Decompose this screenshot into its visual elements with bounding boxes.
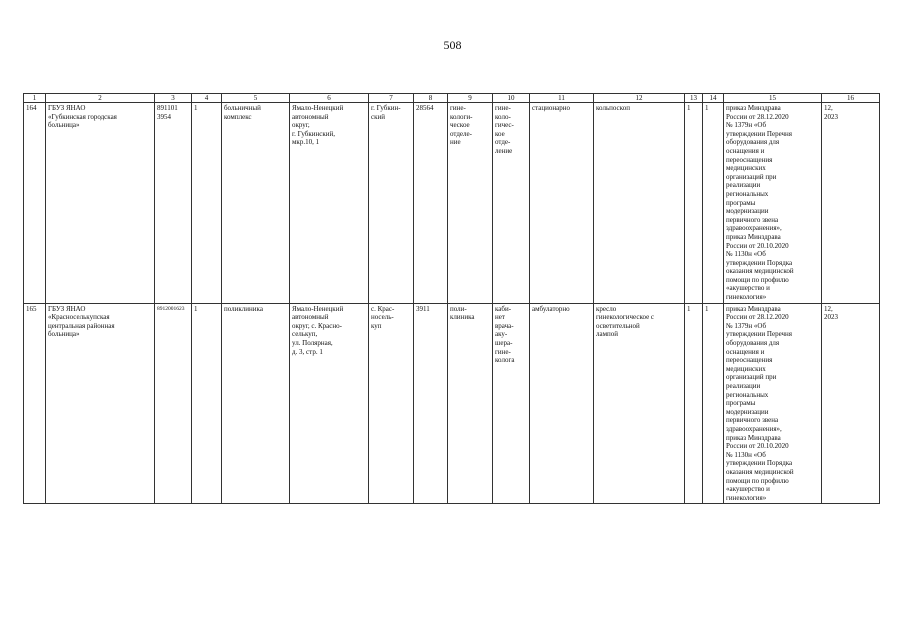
column-header: 10 — [493, 94, 530, 103]
text-line: реализации — [726, 382, 761, 390]
text-line: ние — [450, 138, 461, 147]
equipment-table — [23, 93, 880, 504]
department-cell — [448, 103, 493, 304]
text-line: 12, — [824, 104, 833, 112]
text-line: России от 20.10.2020 — [726, 241, 789, 250]
text-line: врача- — [495, 321, 514, 330]
text-line: модернизации — [726, 207, 769, 216]
header-row — [24, 94, 880, 103]
text-line: округ, с. Красно- — [292, 321, 342, 330]
text-line: д. 3, стр. 1 — [292, 347, 323, 356]
text-line: Ямало-Ненецкий — [292, 104, 344, 112]
column-header: 4 — [192, 94, 222, 103]
text-line: утверждении Перечня — [726, 330, 793, 339]
text-line: лампой — [596, 330, 619, 339]
text-line: селькуп, — [292, 330, 318, 339]
text-line: оказания медицинской — [726, 467, 794, 476]
city-cell — [369, 103, 414, 304]
text-line: оборудования для — [726, 138, 780, 147]
text-line: програмы — [726, 399, 756, 408]
column-header: 3 — [155, 94, 192, 103]
facility-type-cell — [222, 303, 290, 504]
text-line: г. Губкинский, — [292, 129, 335, 138]
care-mode-cell: амбулаторно — [530, 303, 594, 504]
column-4-cell: 1 — [192, 303, 222, 504]
column-header: 12 — [594, 94, 685, 103]
organization-cell — [46, 103, 155, 304]
text-line: гинекология» — [726, 293, 767, 302]
text-line: гине- — [450, 104, 466, 112]
table-row — [24, 303, 880, 504]
text-line: оказания медицинской — [726, 267, 794, 276]
legal-basis-cell — [724, 103, 822, 304]
text-line: 3954 — [157, 112, 171, 121]
text-line: кресло — [596, 304, 617, 313]
equipment-cell — [594, 103, 685, 304]
column-header: 6 — [290, 94, 369, 103]
text-line: 891101 — [157, 104, 178, 112]
text-line: Ямало-Ненецкий — [292, 304, 344, 313]
text-line: носель- — [371, 313, 394, 322]
address-cell — [290, 303, 369, 504]
text-line: оснащения и — [726, 347, 765, 356]
text-line: ский — [371, 112, 385, 121]
text-line: утверждении Порядка — [726, 459, 793, 468]
address-cell — [290, 103, 369, 304]
column-header: 11 — [530, 94, 594, 103]
text-line: гине- — [495, 347, 511, 356]
column-header: 9 — [448, 94, 493, 103]
text-line: нет — [495, 313, 505, 322]
text-line: утверждении Перечня — [726, 129, 793, 138]
column-header: 14 — [703, 94, 724, 103]
column-header: 1 — [24, 94, 46, 103]
column-13-cell: 1 — [685, 303, 703, 504]
row-number: 164 — [24, 103, 46, 304]
text-line: больница» — [48, 330, 80, 339]
room-cell — [493, 103, 530, 304]
text-line: ческое — [450, 121, 470, 130]
text-line: поликлиника — [224, 304, 263, 313]
text-line: приказ Минздрава — [726, 304, 781, 313]
text-line: кольпоскоп — [596, 104, 630, 112]
text-line: России от 28.12.2020 — [726, 112, 789, 121]
column-14-cell: 1 — [703, 103, 724, 304]
text-line: оборудования для — [726, 339, 780, 348]
date-cell — [822, 103, 880, 304]
legal-basis-cell — [724, 303, 822, 504]
text-line: гине- — [495, 104, 511, 112]
text-line: отделе- — [450, 129, 472, 138]
text-line: № 1379н «Об — [726, 121, 767, 130]
text-line: куп — [371, 321, 382, 330]
text-line: № 1130н «Об — [726, 450, 766, 459]
text-line: с. Крас- — [371, 304, 395, 313]
text-line: ГБУЗ ЯНАО — [48, 304, 86, 313]
text-line: 2023 — [824, 112, 838, 121]
text-line: отде- — [495, 138, 511, 147]
table-row — [24, 103, 880, 304]
text-line: организаций при — [726, 373, 777, 382]
text-line: ГБУЗ ЯНАО — [48, 104, 86, 112]
page-number: 508 — [443, 38, 462, 52]
text-line: гинекология» — [726, 493, 767, 502]
text-line: каби- — [495, 304, 512, 313]
text-line: осветительной — [596, 321, 640, 330]
text-line: гичес- — [495, 121, 514, 130]
column-header: 16 — [822, 94, 880, 103]
text-line: России от 20.10.2020 — [726, 442, 789, 451]
text-line: помощи по профилю — [726, 476, 789, 485]
text-line: автономный — [292, 313, 329, 322]
text-line: приказ Минздрава — [726, 104, 781, 112]
text-line: центральная районная — [48, 321, 115, 330]
text-line: переоснащения — [726, 155, 773, 164]
text-line: реализации — [726, 181, 761, 190]
text-line: коло- — [495, 112, 511, 121]
column-8-cell: 3911 — [414, 303, 448, 504]
text-line: мкр.10, 1 — [292, 138, 320, 147]
text-line: колога — [495, 356, 515, 365]
text-line: № 1379н «Об — [726, 321, 767, 330]
text-line: модернизации — [726, 407, 769, 416]
column-header: 8 — [414, 94, 448, 103]
column-header: 13 — [685, 94, 703, 103]
text-line: автономный — [292, 112, 329, 121]
text-line: комплекс — [224, 112, 252, 121]
text-line: медицинских — [726, 364, 766, 373]
text-line: «акушерство и — [726, 284, 770, 293]
column-13-cell: 1 — [685, 103, 703, 304]
text-line: 2023 — [824, 313, 838, 322]
text-line: приказ Минздрава — [726, 232, 781, 241]
text-line: програмы — [726, 198, 756, 207]
code-cell — [155, 303, 192, 504]
text-line: 12, — [824, 304, 833, 313]
text-line: первичного звена — [726, 416, 779, 425]
city-cell — [369, 303, 414, 504]
text-line: «акушерство и — [726, 485, 770, 494]
text-line: округ, — [292, 121, 310, 130]
text-line: ул. Полярная, — [292, 339, 333, 348]
column-header: 15 — [724, 94, 822, 103]
column-8-cell: 28564 — [414, 103, 448, 304]
room-cell — [493, 303, 530, 504]
text-line: «Губкинская городская — [48, 112, 117, 121]
text-line: поли- — [450, 304, 467, 313]
text-line: аку- — [495, 330, 508, 339]
text-line: здравоохранения», — [726, 224, 782, 233]
text-line: г. Губкин- — [371, 104, 401, 112]
code-cell — [155, 103, 192, 304]
text-line: региональных — [726, 189, 769, 198]
column-4-cell: 1 — [192, 103, 222, 304]
column-header: 5 — [222, 94, 290, 103]
text-line: здравоохранения», — [726, 424, 782, 433]
text-line: организаций при — [726, 172, 777, 181]
text-line: медицинских — [726, 164, 766, 173]
column-header: 7 — [369, 94, 414, 103]
text-line: «Красноселькупская — [48, 313, 110, 322]
text-line: переоснащения — [726, 356, 773, 365]
text-line: кологи- — [450, 112, 473, 121]
text-line: региональных — [726, 390, 769, 399]
text-line: утверждении Порядка — [726, 258, 793, 267]
text-line: больничный — [224, 104, 261, 112]
text-line: оснащения и — [726, 146, 765, 155]
text-line: ление — [495, 146, 513, 155]
text-line: кое — [495, 129, 505, 138]
care-mode-cell: стационарно — [530, 103, 594, 304]
text-line: шера- — [495, 339, 513, 348]
text-line: больница» — [48, 121, 80, 130]
column-14-cell: 1 — [703, 303, 724, 504]
date-cell — [822, 303, 880, 504]
text-line: приказ Минздрава — [726, 433, 781, 442]
equipment-cell — [594, 303, 685, 504]
text-line: помощи по профилю — [726, 275, 789, 284]
text-line: 8912001623 — [157, 305, 185, 312]
organization-cell — [46, 303, 155, 504]
facility-type-cell — [222, 103, 290, 304]
text-line: клиника — [450, 313, 475, 322]
text-line: № 1130н «Об — [726, 250, 766, 259]
row-number: 165 — [24, 303, 46, 504]
column-header: 2 — [46, 94, 155, 103]
department-cell — [448, 303, 493, 504]
text-line: России от 28.12.2020 — [726, 313, 789, 322]
text-line: первичного звена — [726, 215, 779, 224]
text-line: гинекологическое с — [596, 313, 655, 322]
